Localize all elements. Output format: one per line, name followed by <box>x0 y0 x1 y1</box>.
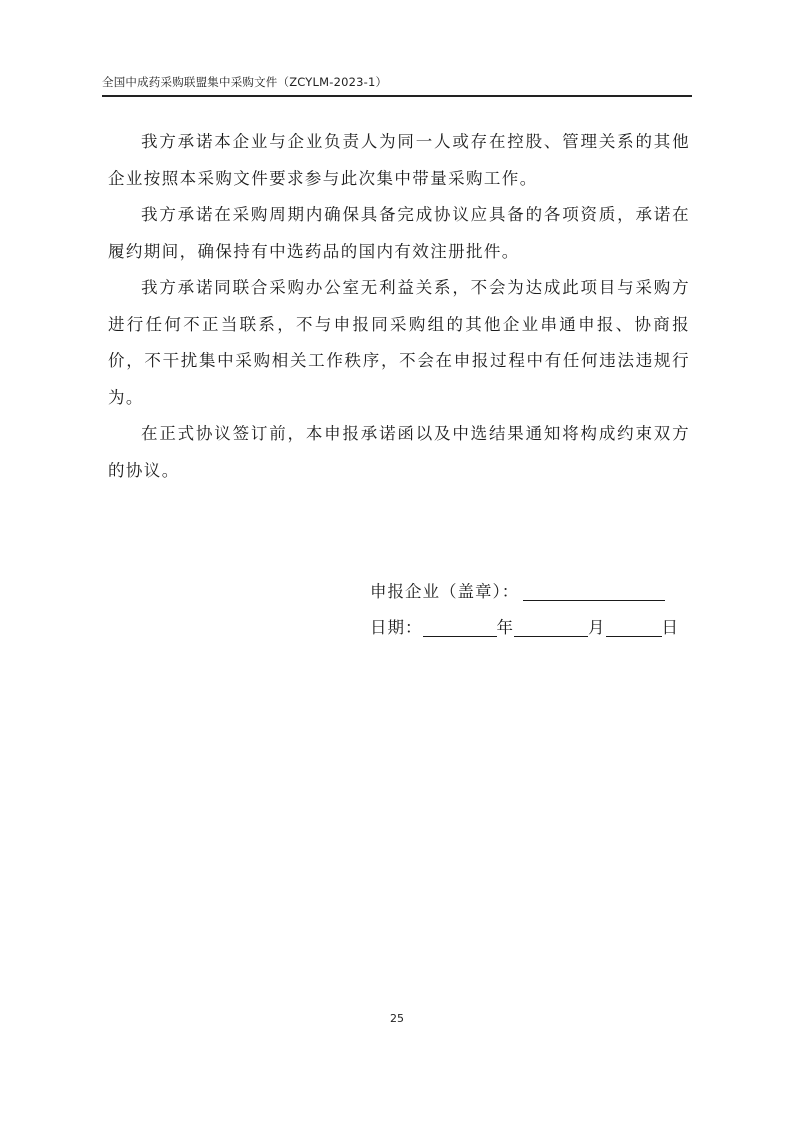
month-label: 月 <box>588 618 606 637</box>
day-label: 日 <box>661 618 679 637</box>
page-number: 25 <box>390 1012 404 1025</box>
company-seal-label: 申报企业（盖章）： <box>370 582 520 601</box>
month-blank[interactable] <box>514 616 588 637</box>
paragraph-affiliated-enterprises: 我方承诺本企业与企业负责人为同一人或存在控股、管理关系的其他企业按照本采购文件要求参与此次集中带量采购工作。 <box>108 132 690 188</box>
paragraph-agreement: 在正式协议签订前，本申报承诺函以及中选结果通知将构成约束双方的协议。 <box>108 424 690 480</box>
company-seal-row <box>370 574 690 610</box>
paragraph-no-interest: 我方承诺同联合采购办公室无利益关系，不会为达成此项目与采购方进行任何不正当联系，不与申报同采购组的其他企业串通申报、协商报价，不干扰集中采购相关工作秩序，不会在申报过程中有任何违法违规行为。 <box>108 278 690 407</box>
date-label: 日期： <box>370 618 423 637</box>
day-blank[interactable] <box>606 616 662 637</box>
commitment-body <box>108 124 690 489</box>
header-divider <box>102 95 692 97</box>
company-seal-blank[interactable] <box>523 580 665 601</box>
document-header: 全国中成药采购联盟集中采购文件（ZCYLM-2023-1） <box>102 75 388 89</box>
paragraph-qualifications: 我方承诺在采购周期内确保具备完成协议应具备的各项资质，承诺在履约期间，确保持有中选药品的国内有效注册批件。 <box>108 205 690 261</box>
year-label: 年 <box>496 618 514 637</box>
year-blank[interactable] <box>423 616 497 637</box>
signature-block <box>370 574 690 646</box>
date-row <box>370 610 690 646</box>
